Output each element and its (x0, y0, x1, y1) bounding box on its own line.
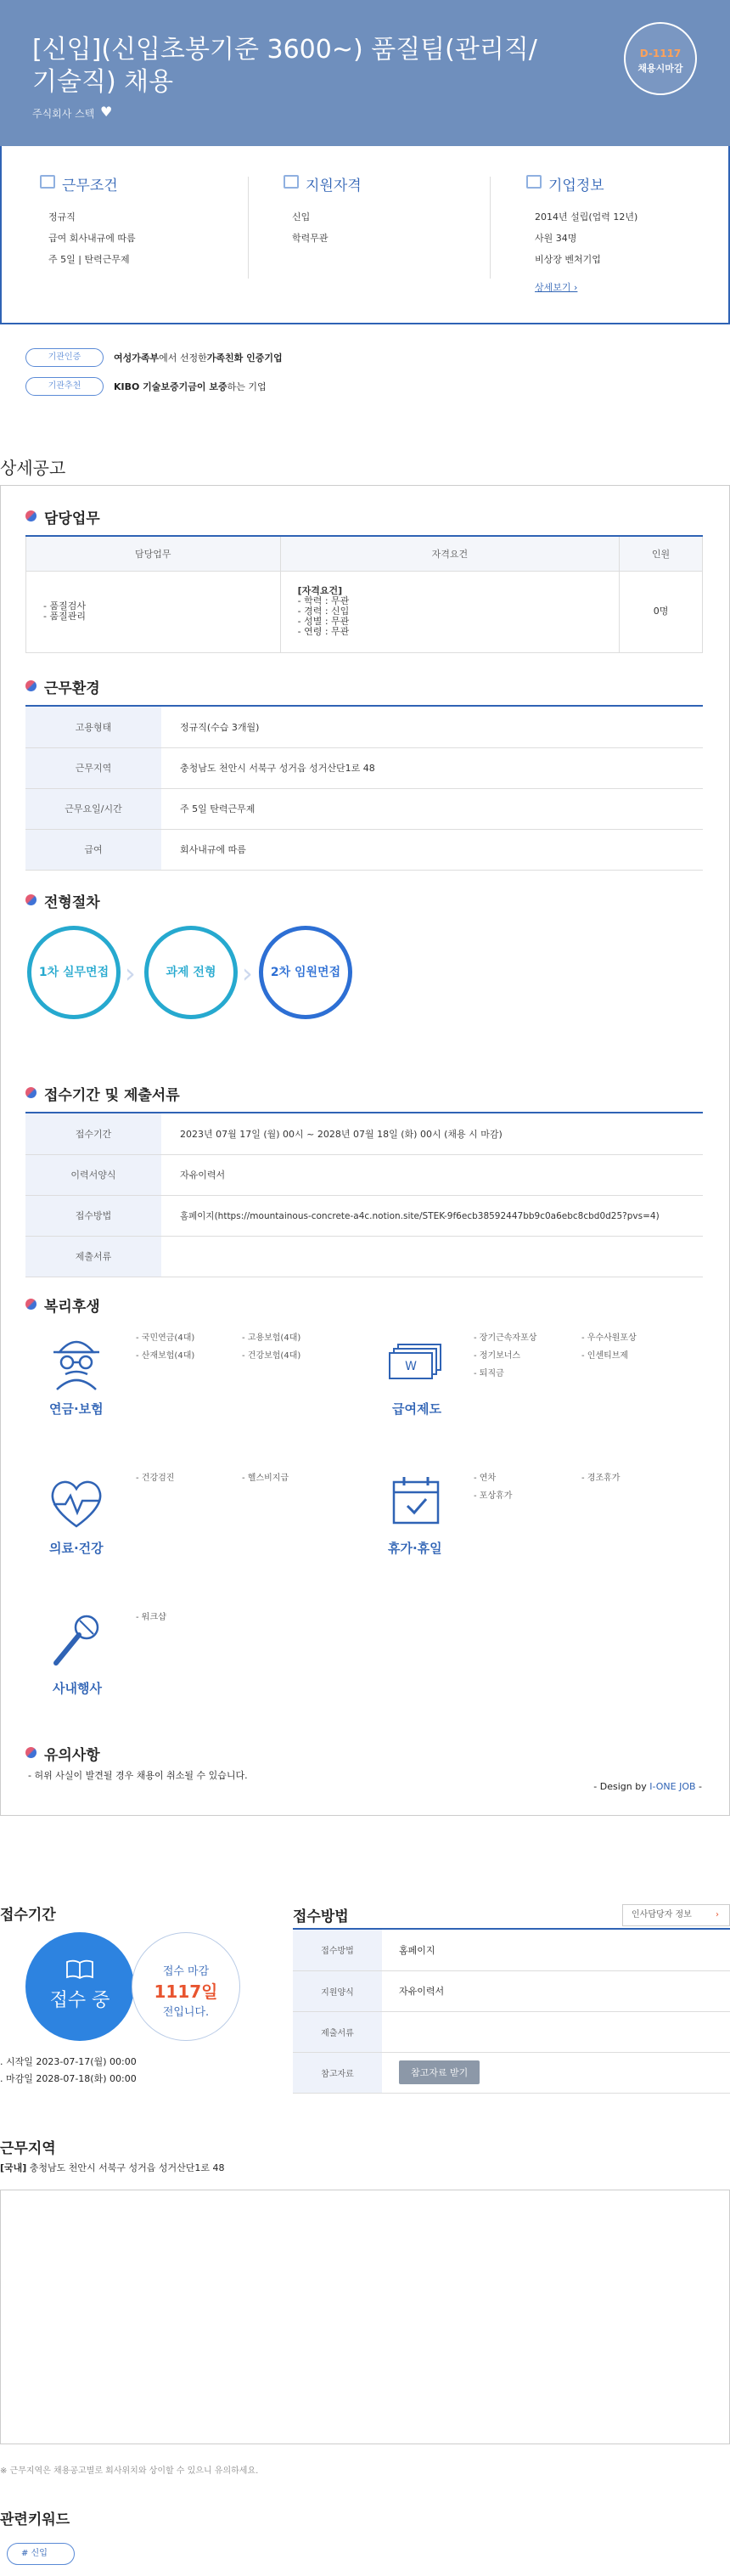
microphone-icon (49, 1612, 104, 1671)
status-text: 접수 중 (49, 1990, 110, 2011)
bullet-icon (25, 510, 36, 521)
duty-count: 0명 (620, 571, 703, 652)
env-key: 급여 (25, 829, 161, 870)
status-circle (25, 1932, 134, 2041)
location-footnote: ※ 근무지역은 채용공고별로 회사위치와 상이할 수 있으니 유의하세요. (0, 2466, 259, 2476)
notice-heading: 유의사항 (25, 1743, 100, 1764)
method-heading: 접수방법 (293, 1908, 349, 1925)
benefit-label: 휴가·휴일 (388, 1541, 442, 1556)
benefit-items: - 고용보험(4대) - 건강보험(4대) (242, 1333, 301, 1361)
benefit-label: 의료·건강 (49, 1541, 104, 1556)
table-header: 자격요건 (280, 537, 619, 571)
id-card-icon (284, 175, 299, 189)
dday-badge (624, 22, 697, 95)
benefit-label: 급여제도 (392, 1401, 441, 1417)
reference-download-button[interactable]: 참고자료 받기 (399, 2060, 480, 2084)
period-heading: 접수기간 (0, 1907, 56, 1924)
table-header: 담당업무 (26, 537, 281, 571)
work-line: 주 5일 | 탄력근무제 (48, 254, 130, 265)
env-value: 주 5일 탄력근무제 (161, 788, 703, 829)
benefit-items: - 국민연금(4대) - 산재보험(4대) (136, 1333, 195, 1361)
env-key: 근무지역 (25, 747, 161, 788)
bullet-icon (25, 1087, 36, 1098)
process-step: 2차 임원면접 (259, 926, 352, 1019)
benefits-heading: 복리후생 (25, 1294, 100, 1316)
work-line: 급여 회사내규에 따름 (48, 233, 136, 244)
company-name[interactable]: 주식회사 스텍 (32, 108, 95, 120)
deadline-circle (132, 1932, 240, 2041)
cert-tag: 기관인증 (25, 348, 104, 367)
divider (248, 177, 249, 279)
benefit-items: - 장기근속자포상 - 정기보너스 - 퇴직금 (474, 1333, 537, 1378)
heart-icon[interactable]: ♥ (100, 104, 113, 120)
submit-value: 자유이력서 (161, 1154, 703, 1195)
submit-key: 이력서양식 (25, 1154, 161, 1195)
deadline-label: 접수 마감 (162, 1965, 210, 1978)
cert-bold: 가족친화 인증기업 (206, 352, 283, 364)
design-credit: - Design by I-ONE JOB - (593, 1781, 702, 1792)
submit-key: 접수방법 (25, 1195, 161, 1236)
qual-line: 학력무관 (292, 233, 328, 244)
qual-line: 신입 (292, 211, 311, 223)
method-value: 홈페이지 (382, 1930, 730, 1970)
cert-text: 하는 기업 (227, 381, 267, 392)
building-icon (526, 175, 542, 189)
benefit-items: - 건강검진 (136, 1474, 175, 1483)
duty-table (25, 537, 703, 653)
hr-info-button[interactable]: 인사담당자 정보 › (622, 1904, 730, 1926)
job-header (0, 0, 730, 146)
duty-requirements: [자격요건] - 학력 : 무관 - 경력 : 신입 - 성별 : 무관 - 연령 : 무관 (280, 571, 619, 652)
location-address: [국내] 충청남도 천안시 서북구 성거읍 성거산단1로 48 (0, 2162, 225, 2173)
submit-key: 제출서류 (25, 1236, 161, 1277)
submit-table (25, 1113, 703, 1277)
pension-icon (47, 1333, 106, 1393)
work-conditions-title: 근무조건 (62, 178, 118, 194)
summary-box (0, 146, 730, 324)
work-line: 정규직 (48, 211, 76, 223)
company-line: 사원 34명 (535, 233, 577, 244)
method-value: 자유이력서 (382, 1970, 730, 2011)
method-key: 접수방법 (293, 1930, 382, 1970)
end-date: 마감일 2028-07-18(화) 00:00 (6, 2073, 137, 2084)
method-table (293, 1930, 730, 2094)
env-heading: 근무환경 (25, 676, 100, 697)
book-icon (65, 1959, 94, 1980)
benefit-items: - 연차 - 포상휴가 (474, 1474, 513, 1501)
calendar-check-icon (389, 1474, 443, 1528)
process-step: 과제 전형 (144, 926, 238, 1019)
process-heading: 전형절차 (25, 890, 100, 911)
chevron-right-icon: › (716, 1910, 719, 1919)
table-header: 인원 (620, 537, 703, 571)
divider (490, 177, 491, 279)
company-info-title: 기업정보 (548, 178, 604, 194)
location-heading: 근무지역 (0, 2140, 56, 2157)
company-info (526, 173, 730, 298)
cert-bold: 여성가족부 (114, 352, 160, 364)
duty-heading: 담당업무 (25, 506, 100, 527)
qualifications-title: 지원자격 (306, 178, 362, 194)
env-value: 회사내규에 따름 (161, 829, 703, 870)
keywords-heading: 관련키워드 (0, 2511, 70, 2528)
document-icon (40, 175, 55, 189)
dday-label: 채용시마감 (637, 63, 683, 74)
company-detail-link[interactable]: 상세보기 › (535, 282, 578, 293)
process-step: 1차 실무면접 (27, 926, 121, 1019)
method-key: 지원양식 (293, 1970, 382, 2011)
cert-row (25, 348, 283, 367)
bullet-icon (25, 680, 36, 691)
cert-text: 에서 선정한 (159, 352, 207, 364)
salary-icon (386, 1338, 446, 1389)
health-icon (47, 1474, 106, 1533)
cert-bold: KIBO 기술보증기금이 보증 (114, 381, 227, 392)
benefit-items: - 경조휴가 (581, 1474, 620, 1483)
detail-heading: 상세공고 (0, 458, 66, 478)
method-key: 제출서류 (293, 2011, 382, 2052)
env-key: 고용형태 (25, 707, 161, 747)
benefit-label: 사내행사 (53, 1681, 102, 1696)
bullet-icon (25, 894, 36, 905)
env-key: 근무요일/시간 (25, 788, 161, 829)
chevron-right-icon: › (125, 957, 136, 989)
submit-key: 접수기간 (25, 1113, 161, 1154)
benefit-label: 연금·보험 (49, 1401, 104, 1417)
notice-text: - 허위 사실이 발견될 경우 채용이 취소될 수 있습니다. (28, 1770, 248, 1781)
map-area[interactable] (0, 2190, 730, 2444)
bullet-icon (25, 1299, 36, 1310)
duty-tasks: - 품질검사 - 품질관리 (26, 571, 281, 652)
dday-count: D-1117 (639, 48, 682, 59)
deadline-days: 1117일 (154, 1981, 218, 2002)
job-title: [신입](신입초봉기준 3600~) 품질팀(관리직/기술직) 채용 (32, 35, 537, 97)
chevron-right-icon: › (242, 957, 253, 989)
work-conditions (40, 173, 252, 270)
env-value: 정규직(수습 3개월) (161, 707, 703, 747)
bullet-icon (25, 1747, 36, 1758)
submit-value: 홈페이지(https://mountainous-concrete-a4c.notion.site/STEK-9f6ecb38592447bb9c0a6ebc8cbd0d25?pvs=4) (161, 1195, 703, 1236)
period-dates: . 시작일 2023-07-17(월) 00:00 . 마감일 2028-07-18(화) 00:00 (0, 2056, 137, 2084)
deadline-suffix: 전입니다. (162, 2006, 210, 2019)
company-line: 2014년 설립(업력 12년) (535, 211, 638, 223)
qualifications (284, 173, 496, 249)
start-date: 시작일 2023-07-17(월) 00:00 (6, 2056, 137, 2067)
submit-value (161, 1236, 703, 1277)
cert-row (25, 377, 267, 396)
benefit-items: - 우수사원포상 - 인센티브제 (581, 1333, 637, 1361)
submit-heading: 접수기간 및 제출서류 (25, 1083, 180, 1104)
keyword-tag[interactable]: # 신입 (7, 2543, 75, 2565)
env-table (25, 707, 703, 871)
env-value: 충청남도 천안시 서북구 성거읍 성거산단1로 48 (161, 747, 703, 788)
method-key: 참고자료 (293, 2052, 382, 2093)
submit-value: 2023년 07월 17일 (월) 00시 ~ 2028년 07월 18일 (화) 00시 (채용 시 마감) (161, 1113, 703, 1154)
benefit-items: - 워크샵 (136, 1613, 166, 1622)
cert-tag: 기관추천 (25, 377, 104, 396)
benefit-items: - 헬스비지급 (242, 1474, 289, 1483)
method-value (382, 2011, 730, 2052)
company-line: 비상장 벤처기업 (535, 254, 601, 265)
svg-text:W: W (405, 1360, 417, 1373)
